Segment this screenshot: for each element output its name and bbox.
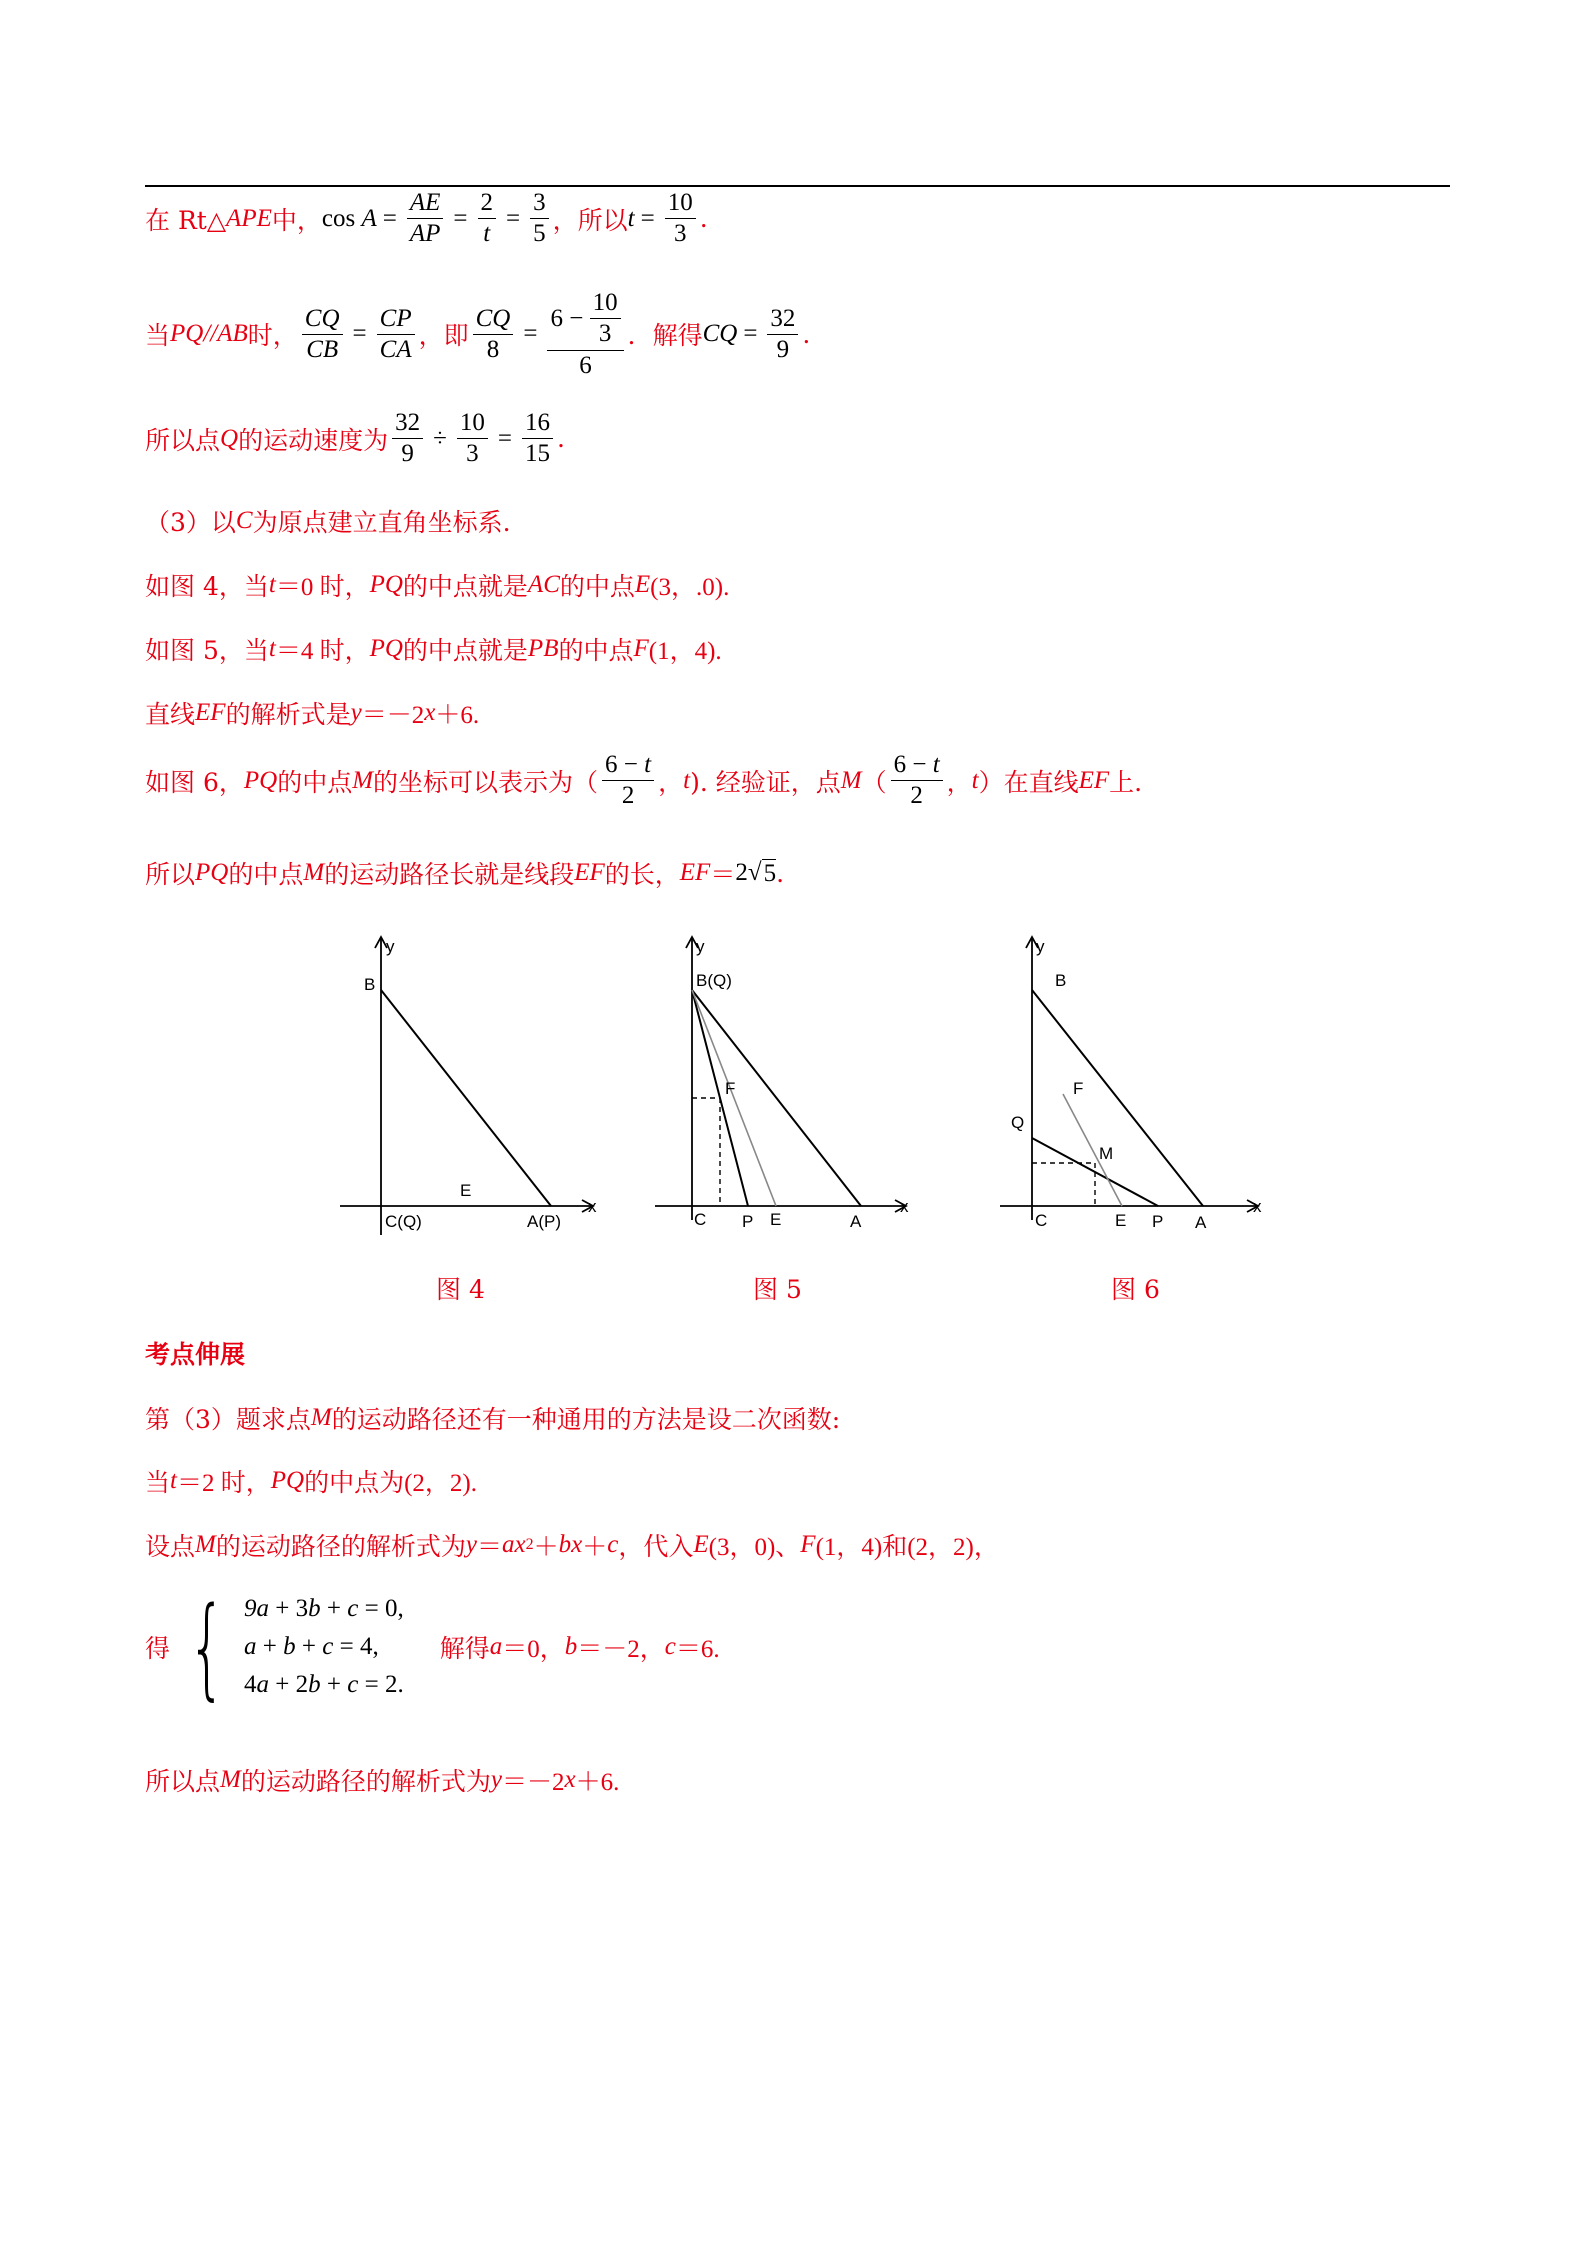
- fig5-caption: 图 5: [753, 1275, 802, 1304]
- fig5-F-label: F: [725, 1079, 736, 1098]
- line-conclusion: 所以点 M 的运动路径的解析式为 y ＝－2 x ＋6.: [145, 1766, 620, 1796]
- line-t2: 当 t ＝2 时， PQ 的中点为(2，2).: [145, 1467, 477, 1497]
- fig6-F-label: F: [1073, 1079, 1084, 1098]
- fig4-y-label: y: [386, 937, 395, 956]
- fig6-P-label: P: [1152, 1212, 1164, 1231]
- line-fig4: 如图 4，当 t ＝0 时， PQ 的中点就是 AC 的中点 E (3，.0).: [145, 571, 730, 601]
- line-path-length: 所以 PQ 的中点 M 的运动路径长就是线段 EF 的长， EF ＝ 2√ 5 .: [145, 858, 785, 889]
- fig6-A-label: A: [1195, 1213, 1207, 1232]
- line-quadratic: 设点 M 的运动路径的解析式为 y ＝ ax 2 ＋ bx ＋ c ，代入 E (3，0)、 F (1，4)和(2，2)，: [145, 1531, 999, 1561]
- fig4-x-label: x: [588, 1197, 597, 1216]
- line-ext-intro: 第（3）题求点 M 的运动路径还有一种通用的方法是设二次函数:: [145, 1404, 841, 1434]
- extension-title: 考点伸展: [145, 1340, 246, 1369]
- fig5-BQ-label: B(Q): [696, 971, 732, 990]
- line-system: 得 { 9a + 3b + c = 0, a + b + c = 4, 4a + 2b + c = 2. 解得 a ＝0， b ＝－2， c ＝6.: [145, 1583, 720, 1711]
- fig5-P-label: P: [742, 1212, 754, 1231]
- fig4-CQ-label: C(Q): [385, 1212, 422, 1231]
- figure-4: [330, 930, 610, 1240]
- fig6-M-label: M: [1099, 1144, 1114, 1163]
- line-part3: （3）以 C 为原点建立直角坐标系.: [145, 507, 511, 537]
- equation-system: { 9a + 3b + c = 0, a + b + c = 4, 4a + 2b + c = 2.: [187, 1583, 404, 1711]
- fig6-caption: 图 6: [1111, 1275, 1160, 1304]
- line-parallel: 当 PQ//AB 时， $\frac{CQ}{CB}$ = $\frac{CP}{CA}$ ，即 $\frac{CQ}{8}$ = 6 − $\frac{10}{3}$ 6 ．解得 CQ = $\frac{32}{9}$ .: [145, 289, 811, 379]
- fig4-B-label: B: [364, 975, 376, 994]
- line-speed: 所以点 Q 的运动速度为 $\frac{32}{9}$ ÷ $\frac{10}{3}$ = $\frac{16}{15}$ .: [145, 409, 565, 468]
- figure-5: [650, 930, 920, 1240]
- fig5-C-label: C: [694, 1210, 707, 1229]
- fig6-E-label: E: [1115, 1211, 1127, 1230]
- fig5-y-label: y: [696, 937, 705, 956]
- line-ef: 直线 EF 的解析式是 y ＝－2 x ＋6.: [145, 699, 480, 729]
- fig5-A-label: A: [850, 1212, 862, 1231]
- fig4-AP-label: A(P): [527, 1212, 561, 1231]
- line-fig6: 如图 6， PQ 的中点 M 的坐标可以表示为（ $\frac{6 - t}{2}$ ， t ). 经验证，点 M （ $\frac{6 - t}{2}$ ， t ）在直线 EF 上.: [145, 751, 1143, 810]
- fig5-E-label: E: [770, 1210, 782, 1229]
- fig6-B-label: B: [1055, 971, 1067, 990]
- fig6-y-label: y: [1036, 937, 1045, 956]
- fig6-Q-label: Q: [1011, 1113, 1025, 1132]
- fig5-x-label: x: [900, 1197, 909, 1216]
- line-cos: 在 Rt△ APE 中， cos A = $\frac{AE}{AP}$ = $\frac{2}{t}$ = $\frac{3}{5}$ ，所以 t = $\frac{10}{3}$ .: [145, 189, 708, 248]
- header-rule: [145, 185, 1450, 187]
- fig4-E-label: E: [460, 1181, 472, 1200]
- line-fig5: 如图 5，当 t ＝4 时， PQ 的中点就是 PB 的中点 F (1，4).: [145, 635, 722, 665]
- fig6-x-label: x: [1253, 1197, 1262, 1216]
- fig6-C-label: C: [1035, 1211, 1048, 1230]
- cos-equation: cos A = $\frac{AE}{AP}$ = $\frac{2}{t}$ = $\frac{3}{5}$: [322, 190, 553, 248]
- figure-6: [995, 930, 1275, 1240]
- fig4-caption: 图 4: [436, 1275, 485, 1304]
